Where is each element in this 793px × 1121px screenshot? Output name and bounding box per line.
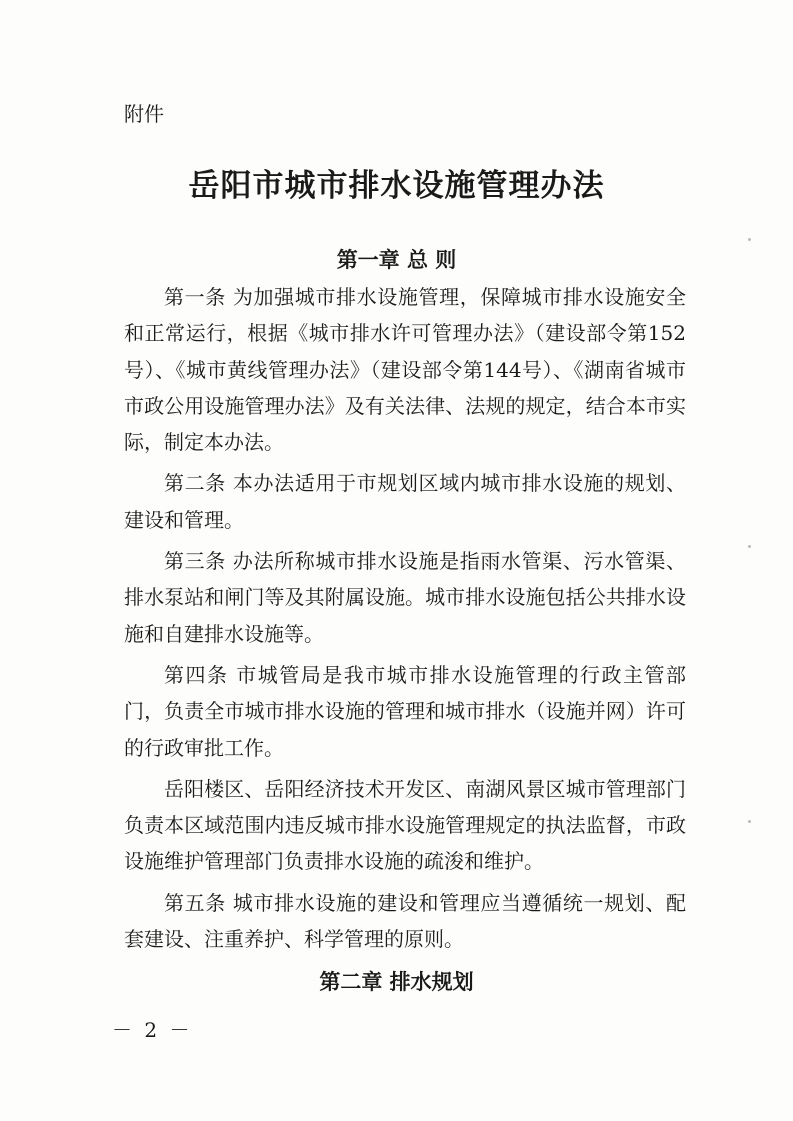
scan-speck: [748, 545, 751, 548]
document-title: 岳阳市城市排水设施管理办法: [188, 168, 605, 204]
article-4: 第四条 市城管局是我市城市排水设施管理的行政主管部门，负责全市城市排水设施的管理和城市排水（设施并网）许可的行政审批工作。: [124, 662, 686, 760]
article-2: 第二条 本办法适用于市规划区域内城市排水设施的规划、建设和管理。: [124, 471, 686, 532]
article-5: 第五条 城市排水设施的建设和管理应当遵循统一规划、配套建设、注重养护、科学管理的原则。: [124, 890, 686, 952]
chapter-heading-1: 第一章 总 则: [336, 248, 457, 272]
article-3: 第三条 办法所称城市排水设施是指雨水管渠、污水管渠、排水泵站和闸门等及其附属设施。城市排水设施包括公共排水设施和自建排水设施等。: [124, 549, 686, 646]
page-number: － 2 －: [112, 1018, 193, 1042]
attachment-label: 附件: [124, 102, 164, 126]
document-body: [124, 279, 686, 962]
article-4-clause-2: 岳阳楼区、岳阳经济技术开发区、南湖风景区城市管理部门负责本区域范围内违反城市排水设施管理规定的执法监督，市政设施维护管理部门负责排水设施的疏浚和维护。: [124, 776, 686, 874]
scan-speck: [748, 238, 751, 241]
chapter-heading-2: 第二章 排水规划: [319, 970, 474, 994]
article-1: 第一条 为加强城市排水设施管理，保障城市排水设施安全和正常运行，根据《城市排水许可管理办法》（建设部令第152号）、《城市黄线管理办法》（建设部令第144号）、《湖南省城市市政公用设施管理办法》及有关法律、法规的规定，结合本市实际，制定本办法。: [124, 285, 686, 455]
scan-speck: [748, 820, 751, 823]
